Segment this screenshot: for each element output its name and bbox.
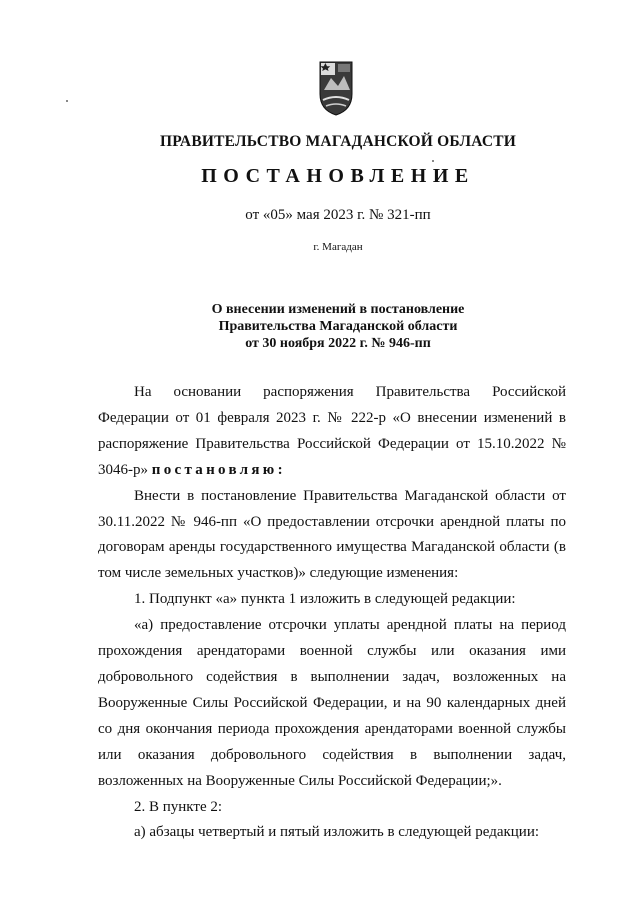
paragraph-amend-intro: Внести в постановление Правительства Магаданской области от 30.11.2022 № 946-пп «О предоставлении отсрочки арендной платы по договорам аренды государственного имущества Магаданской области (в том числе земельных участков)» следующие изменения: <box>98 487 566 582</box>
heading-line-1: О внесении изменений в постановление <box>211 302 465 317</box>
paragraph-item-2: 2. В пункте 2: <box>134 798 223 815</box>
document-body <box>98 380 566 846</box>
heading-line-2: Правительства Магаданской области <box>218 319 458 334</box>
document-date-number: от «05» мая 2023 г. № 321-пп <box>245 207 431 223</box>
document-city: г. Магадан <box>313 241 363 253</box>
coat-of-arms-icon <box>318 60 354 116</box>
heading-line-3: от 30 ноября 2022 г. № 946-пп <box>245 336 431 351</box>
paragraph-item-1-text: «а) предоставление отсрочки уплаты арендной платы на период прохождения арендаторами военной службы или оказания ими добровольного содействия в выполнении задач, возложенных на Вооруженные Силы Российской Федерации, и на 90 календарных дней со дня окончания периода прохождения арендаторами военной службы или оказания добровольного содействия в выполнении задач, возложенных на Вооруженные Силы Российской Федерации;». <box>98 617 566 789</box>
paragraph-basis <box>98 380 566 484</box>
document-type: ПОСТАНОВЛЕНИЕ <box>201 165 475 187</box>
organization-name: ПРАВИТЕЛЬСТВО МАГАДАНСКОЙ ОБЛАСТИ <box>159 133 517 150</box>
scan-speck <box>432 160 434 162</box>
resolve-keyword: постановляю: <box>151 461 286 478</box>
paragraph-item-1: 1. Подпункт «а» пункта 1 изложить в следующей редакции: <box>134 591 516 608</box>
paragraph-item-2-a: а) абзацы четвертый и пятый изложить в следующей редакции: <box>134 824 540 841</box>
document-heading <box>0 301 640 352</box>
paragraph-basis-text: На основании распоряжения Правительства Российской Федерации от 01 февраля 2023 г. № 222-р «О внесении изменений в распоряжение Правительства Российской Федерации от 15.10.2022 № 3046-р» <box>98 384 566 478</box>
scan-speck <box>66 100 68 102</box>
